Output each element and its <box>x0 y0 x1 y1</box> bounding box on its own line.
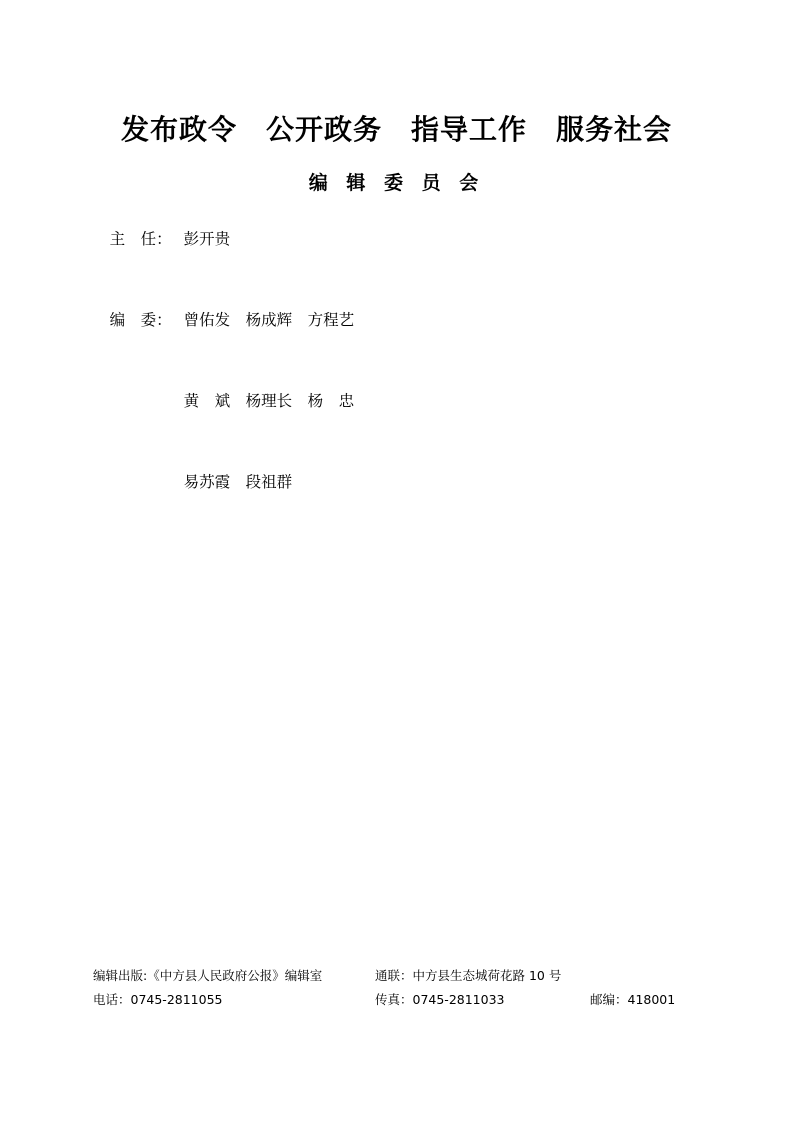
editorial-roster <box>80 199 700 523</box>
roster-label: 编 委： <box>109 311 172 329</box>
roster-names: 易苏霞 段祖群 <box>183 473 293 491</box>
roster-names: 彭开贵 <box>183 230 231 248</box>
address-text: 通联：中方县生态城荷花路 10 号 <box>375 968 562 983</box>
roster-row <box>80 280 700 361</box>
colophon-line-2 <box>0 988 793 1012</box>
postcode-text: 邮编：418001 <box>590 992 676 1007</box>
roster-names: 曾佑发 杨成辉 方程艺 <box>183 311 355 329</box>
roster-label: 主 任： <box>109 230 172 248</box>
roster-names: 黄 斌 杨理长 杨 忠 <box>183 392 355 410</box>
phone-text: 电话：0745-2811055 <box>93 992 223 1007</box>
colophon-line-1 <box>0 964 793 988</box>
publisher-text: 编辑出版:《中方县人民政府公报》编辑室 <box>93 968 323 983</box>
colophon-footer <box>0 964 793 1012</box>
fax-text: 传真：0745-2811033 <box>375 992 505 1007</box>
roster-row <box>80 199 700 280</box>
roster-row <box>80 442 700 523</box>
page-slogan: 发布政令 公开政务 指导工作 服务社会 <box>120 113 672 146</box>
editorial-committee-title: 编 辑 委 员 会 <box>308 172 485 194</box>
roster-row <box>80 361 700 442</box>
